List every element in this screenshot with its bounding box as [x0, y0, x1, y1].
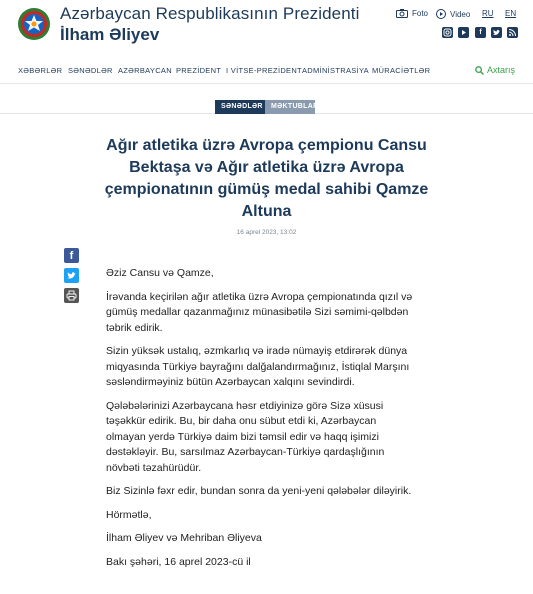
nav-item-azerbaijan[interactable]: AZƏRBAYCAN [118, 66, 172, 75]
article-paragraph: Sizin yüksək ustalıq, əzmkarlıq və iradə nümayiş etdirərək dünya miqyasında Türkiyə bayrağını dalğalandırmağınız, İstiqlal Marşını səsləndirməyiniz bütün Azərbaycan xalqını sevindirdi. [106, 345, 410, 388]
article-paragraph: Əziz Cansu və Qamze, [106, 267, 214, 279]
share-facebook-icon[interactable]: f [64, 248, 79, 263]
article-paragraph: İrəvanda keçirilən ağır atletika üzrə Avropa çempionatında qızıl və gümüş medallar qazanmağınız münasibətilə Sizi səmimi-qəlbdən təbrik edirik. [106, 290, 413, 334]
youtube-icon[interactable] [458, 27, 469, 38]
nav-item-appeals[interactable]: MÜRACİƏTLƏR [372, 66, 431, 75]
video-label: Video [450, 9, 471, 19]
article-title-line: Ağır atletika üzrə Avropa çempionu Cansu [106, 137, 427, 154]
tab-letters[interactable]: MƏKTUBLAR [265, 100, 315, 114]
article-paragraph: Bakı şəhəri, 16 aprel 2023-cü il [106, 555, 251, 568]
photo-label: Foto [412, 9, 429, 18]
site-title-line2: İlham Əliyev [60, 25, 160, 44]
tab-documents[interactable]: SƏNƏDLƏR [215, 100, 265, 114]
site-header [0, 0, 533, 56]
article-paragraph: İlham Əliyev və Mehriban Əliyeva [106, 532, 262, 544]
article-paragraph: Hörmətlə, [106, 508, 152, 521]
main-nav [0, 60, 533, 84]
search-icon [475, 66, 484, 75]
article-title-line: Altuna [241, 203, 292, 220]
site-title-line1: Azərbaycan Respublikasının Prezidenti [60, 4, 360, 23]
rss-icon[interactable] [507, 27, 518, 38]
instagram-icon[interactable] [442, 27, 453, 38]
nav-item-news[interactable]: XƏBƏRLƏR [18, 66, 63, 75]
nav-item-president[interactable]: PREZİDENT [176, 66, 222, 75]
article-title [100, 135, 433, 223]
article-paragraph: Biz Sizinlə fəxr edir, bundan sonra da yeni-yeni qələbələr diləyirik. [106, 485, 412, 497]
video-icon [436, 9, 446, 19]
section-tabs [215, 100, 319, 114]
search-label: Axtarış [486, 65, 515, 75]
article-date: 16 aprel 2023, 13:02 [236, 229, 297, 236]
photo-link[interactable] [396, 9, 428, 18]
twitter-icon[interactable] [491, 27, 502, 38]
video-link[interactable] [436, 9, 470, 19]
camera-icon [396, 9, 408, 18]
lang-ru-link[interactable]: RU [482, 9, 494, 18]
site-title[interactable] [60, 3, 359, 45]
search-button[interactable] [475, 65, 515, 75]
nav-item-documents[interactable]: SƏNƏDLƏR [68, 66, 113, 75]
nav-item-administration[interactable]: ADMİNİSTRASİYA [302, 66, 369, 75]
state-emblem-icon[interactable] [17, 6, 51, 42]
article-title-line: çempionatının gümüş medal sahibi Qamze [104, 181, 429, 198]
article-title-line: Bektaşa və Ağır atletika üzrə Avropa [129, 159, 404, 176]
article-paragraph: Qələbələrinizi Azərbaycana həsr etdiyinizə görə Sizə xüsusi təşəkkür edirik. Bu, bir daha onu sübut etdi ki, Azərbaycan olmayan yerdə Türkiyə daim bizi təmsil edir və haqq işimizi dəstəkləyir. Bu, sarsılmaz Azərbaycan-Türkiyə qardaşlığının növbəti təzahürüdür. [106, 399, 385, 474]
lang-en-link[interactable]: EN [505, 9, 517, 18]
facebook-icon[interactable]: f [475, 27, 486, 38]
print-icon[interactable] [64, 288, 79, 303]
nav-item-first-vice-president[interactable]: I VİTSE-PREZİDENT [226, 66, 302, 75]
article-body [106, 266, 416, 578]
share-twitter-icon[interactable] [64, 268, 79, 283]
